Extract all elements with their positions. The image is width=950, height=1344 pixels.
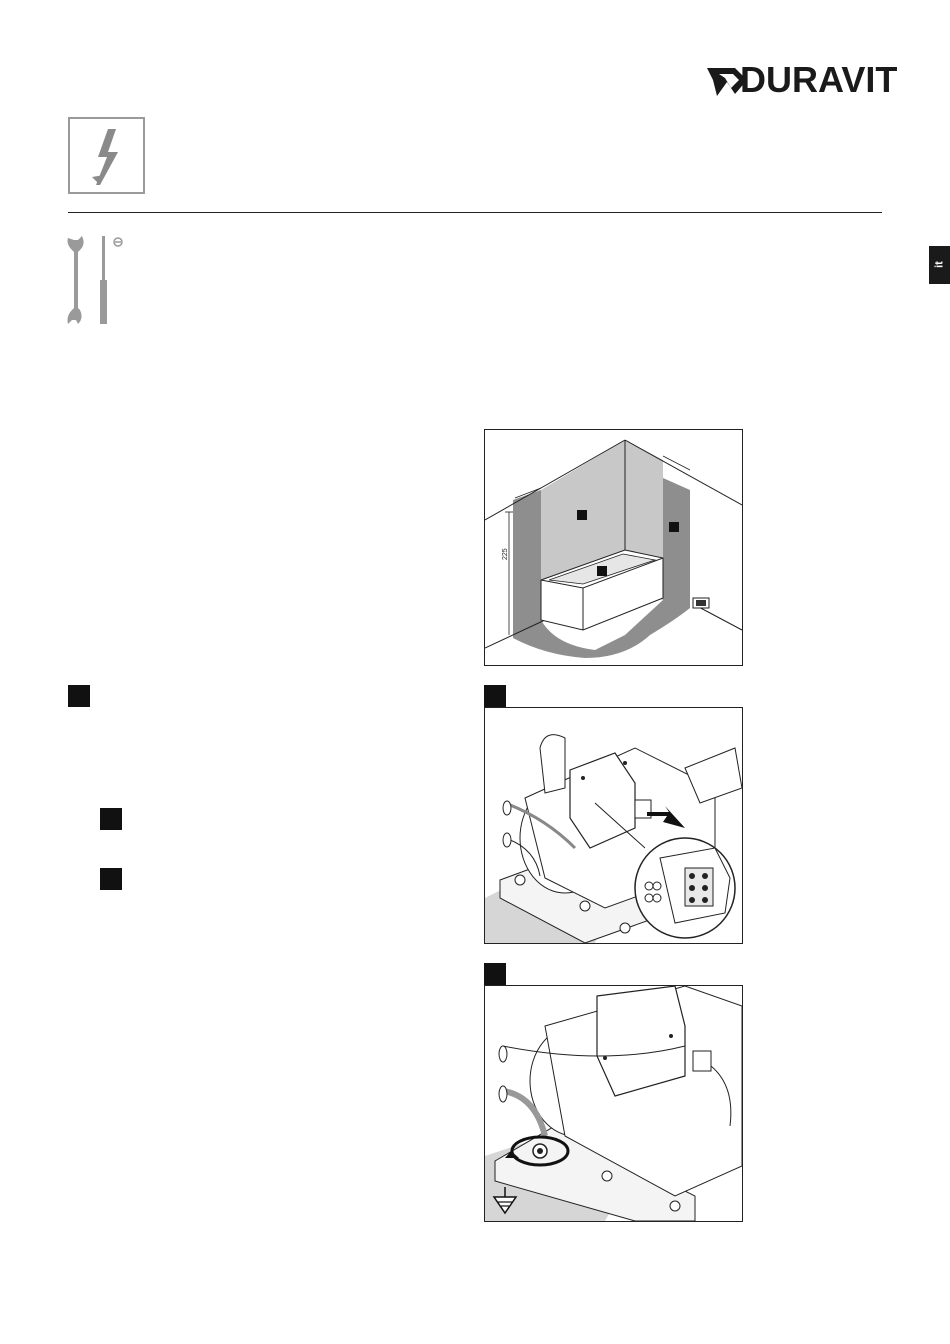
dimension-label: 225 — [502, 548, 509, 560]
wrench-screwdriver-icon — [64, 232, 128, 328]
divider — [68, 212, 882, 213]
step-marker — [100, 808, 122, 830]
figure-ground-connection — [484, 985, 743, 1222]
section-marker — [68, 685, 90, 707]
electric-hazard-icon — [68, 117, 145, 194]
language-tab-label: it — [933, 261, 946, 268]
figure-marker — [484, 685, 506, 707]
ground-symbol-icon — [490, 1185, 520, 1217]
language-tab[interactable] — [929, 246, 950, 284]
figure-marker — [484, 963, 506, 985]
step-marker — [100, 868, 122, 890]
figure-bath-zones — [484, 429, 743, 666]
figure-pump-wiring — [484, 707, 743, 944]
brand-name: DURAVIT — [740, 59, 898, 100]
